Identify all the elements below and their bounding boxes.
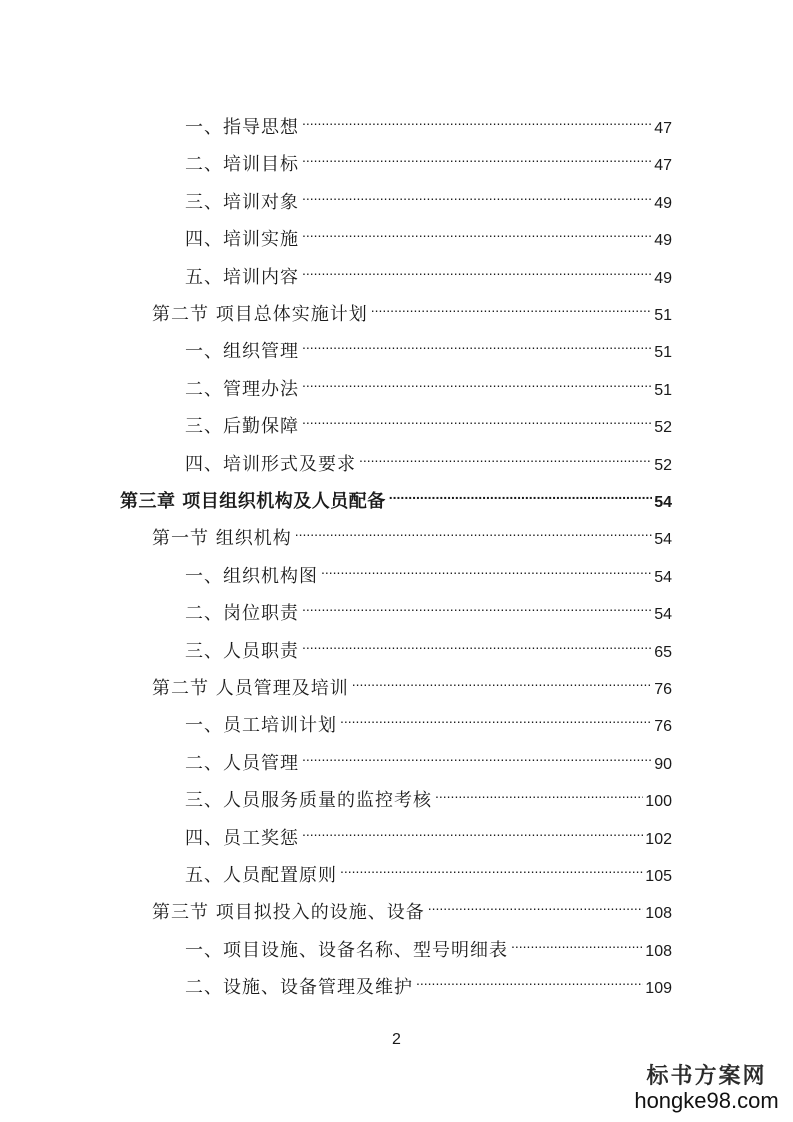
toc-entry-title: 一、指导思想 [185,117,299,138]
toc-entry-page: 52 [654,457,672,474]
toc-dot-leader [302,217,652,245]
toc-dot-leader [435,778,643,806]
toc-entry-page: 54 [654,494,672,511]
toc-entry-title: 第一节 组织机构 [152,528,292,549]
toc-subsection-entry[interactable] [185,217,672,250]
toc-dot-leader [302,105,652,133]
watermark-url: hongke98.com [634,1088,779,1113]
toc-entry-page: 76 [654,681,672,698]
toc-dot-leader [302,142,652,170]
toc-subsection-entry[interactable] [185,703,672,736]
watermark-title: 标书方案网 [646,1063,767,1089]
toc-subsection-entry[interactable] [185,853,672,886]
toc-dot-leader [389,479,652,507]
toc-entry-page: 51 [654,382,672,399]
toc-entry-page: 47 [654,120,672,137]
toc-dot-leader [302,329,652,357]
toc-entry-title: 二、培训目标 [185,154,299,175]
toc-entry-page: 51 [654,307,672,324]
toc-subsection-entry[interactable] [185,928,672,961]
toc-entry-title: 一、组织管理 [185,341,299,362]
toc-dot-leader [295,516,652,544]
toc-entry-page: 49 [654,270,672,287]
toc-entry-title: 二、岗位职责 [185,603,299,624]
toc-subsection-entry[interactable] [185,965,672,998]
toc-entry-title: 二、管理办法 [185,379,299,400]
toc-section-entry[interactable] [152,666,672,699]
toc-entry-page: 102 [645,831,672,848]
toc-subsection-entry[interactable] [185,591,672,624]
toc-dot-leader [302,367,652,395]
toc-subsection-entry[interactable] [185,778,672,811]
toc-entry-title: 第三章 项目组织机构及人员配备 [120,491,386,512]
toc-entry-page: 109 [645,980,672,997]
toc-dot-leader [340,703,652,731]
toc-dot-leader [302,629,652,657]
toc-entry-title: 二、人员管理 [185,753,299,774]
toc-entry-title: 第二节 人员管理及培训 [152,678,349,699]
toc-entry-page: 51 [654,344,672,361]
toc-entry-page: 54 [654,531,672,548]
toc-entry-page: 90 [654,756,672,773]
watermark-logo [620,1063,793,1122]
toc-entry-title: 三、后勤保障 [185,416,299,437]
toc-entry-title: 五、培训内容 [185,267,299,288]
toc-dot-leader [302,180,652,208]
toc-entry-title: 第二节 项目总体实施计划 [152,304,368,325]
toc-entry-page: 47 [654,157,672,174]
toc-entry-page: 105 [645,868,672,885]
toc-entry-title: 三、人员职责 [185,641,299,662]
toc-dot-leader [340,853,643,881]
toc-dot-leader [302,591,652,619]
toc-dot-leader [428,890,644,918]
toc-subsection-entry[interactable] [185,741,672,774]
toc-subsection-entry[interactable] [185,180,672,213]
toc-entry-title: 一、组织机构图 [185,566,318,587]
toc-dot-leader [302,255,652,283]
toc-entry-title: 三、培训对象 [185,192,299,213]
toc-dot-leader [321,554,652,582]
toc-entry-page: 54 [654,606,672,623]
toc-subsection-entry[interactable] [185,816,672,849]
toc-dot-leader [302,816,643,844]
toc-dot-leader [302,741,652,769]
toc-entry-page: 49 [654,232,672,249]
toc-entry-title: 二、设施、设备管理及维护 [185,977,413,998]
toc-entry-page: 100 [645,793,672,810]
toc-entry-page: 65 [654,644,672,661]
page-number: 2 [392,1031,401,1048]
toc-dot-leader [511,928,643,956]
toc-entry-page: 54 [654,569,672,586]
toc-entry-page: 52 [654,419,672,436]
toc-entry-page: 49 [654,195,672,212]
toc-dot-leader [359,442,652,470]
toc-subsection-entry[interactable] [185,142,672,175]
toc-subsection-entry[interactable] [185,554,672,587]
toc-entry-title: 三、人员服务质量的监控考核 [185,790,432,811]
toc-entry-title: 四、培训实施 [185,229,299,250]
toc-entry-title: 一、项目设施、设备名称、型号明细表 [185,940,508,961]
toc-subsection-entry[interactable] [185,329,672,362]
toc-subsection-entry[interactable] [185,255,672,288]
toc-subsection-entry[interactable] [185,105,672,138]
toc-entry-page: 76 [654,718,672,735]
toc-entry-page: 108 [645,905,672,922]
toc-dot-leader [302,404,652,432]
toc-entry-title: 五、人员配置原则 [185,865,337,886]
toc-subsection-entry[interactable] [185,367,672,400]
toc-subsection-entry[interactable] [185,404,672,437]
toc-chapter-entry[interactable] [120,479,672,512]
toc-entry-title: 四、培训形式及要求 [185,454,356,475]
toc-entry-page: 108 [645,943,672,960]
toc-section-entry[interactable] [152,292,672,325]
toc-dot-leader [352,666,652,694]
toc-entry-title: 一、员工培训计划 [185,715,337,736]
toc-subsection-entry[interactable] [185,442,672,475]
toc-dot-leader [371,292,652,320]
toc-section-entry[interactable] [152,890,672,923]
toc-subsection-entry[interactable] [185,629,672,662]
toc-entry-title: 第三节 项目拟投入的设施、设备 [152,902,425,923]
toc-section-entry[interactable] [152,516,672,549]
toc-dot-leader [416,965,643,993]
toc-entry-title: 四、员工奖惩 [185,828,299,849]
